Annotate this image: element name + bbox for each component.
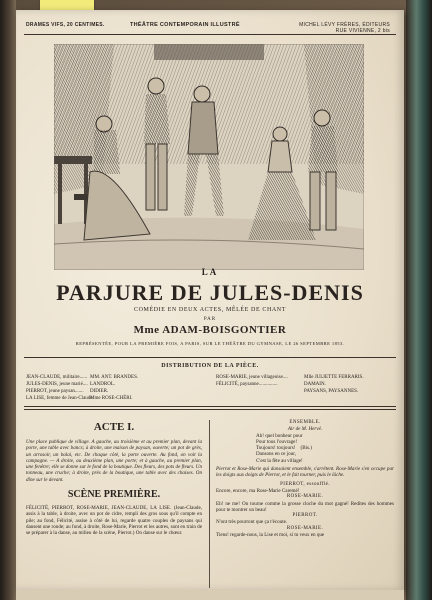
speaker-name: PIERROT, essoufflé. — [280, 481, 330, 487]
book-page — [16, 10, 404, 590]
play-subtitle: COMÉDIE EN DEUX ACTES, MÊLÉE DE CHANT — [133, 307, 287, 313]
cast-row: PIERROT, jeune paysan....... DIDIER. — [26, 389, 109, 394]
masthead-series: THÉÂTRE CONTEMPORAIN ILLUSTRÉ — [130, 22, 240, 28]
stage-setting: Une place publique de village. A gauche, au troisième et au premier plan, devant la porte, une table avec bancs; à droite, une maison de paysan, ouverte; un pot de grès, un arrosoir, un balai, etc. De chaque côté, la porte ouverte. Au fond, on voit la campagne. — A droite, au deuxième plan, une porte; et à gauche, au premier plan, une fenêtre; elle se donne sur le fond de la boutique. Des fleurs, des pots de fleurs. Un tonneau, une cruche; à droite, près de la boutique, une table avec des chaises. On dîne sur le devant. — [26, 439, 202, 483]
page-bottom-edge — [16, 590, 404, 600]
distribution-heading: DISTRIBUTION DE LA PIÈCE. — [161, 363, 259, 369]
book-binding-right — [406, 0, 432, 600]
cast-list-right — [216, 374, 364, 395]
speaker-name: ROSE-MARIE. — [286, 494, 324, 500]
stage-direction: Pierrot et Rose-Marie qui dansaient ensemble, s'arrêtent. Rose-Marie s'en occupe par les doigts aux doigts de Pierrot, et le fait tourner, puis le lâche. — [216, 466, 394, 479]
by-label: PAR — [203, 317, 217, 322]
title-article: LA — [201, 267, 219, 277]
act-heading: ACTE I. — [93, 421, 135, 433]
verse-line: Ah! quel bonheur pour — [256, 432, 303, 439]
verse-line: C'est la fête au village! — [256, 457, 303, 464]
masthead — [26, 12, 394, 36]
section-rule-top — [24, 357, 396, 358]
cast-list-left — [26, 374, 138, 402]
page-title: PARJURE DE JULES-DENIS — [56, 280, 364, 305]
speaker-name: ROSE-MARIE. — [286, 525, 324, 531]
cast-row: JULES-DENIS, jeune marié.... LANDROL. — [26, 382, 116, 387]
publisher-name: MICHEL LÉVY FRÈRES, ÉDITEURS — [299, 22, 390, 28]
masthead-rule — [24, 34, 396, 35]
theatre-engraving — [54, 44, 364, 270]
author-name: Mme ADAM-BOISGONTIER — [133, 324, 287, 336]
cast-row: FÉLICITÉ, paysanne............... DAMAIN. — [216, 382, 326, 387]
scene-cast: FÉLICITÉ, PIERROT, ROSE-MARIE, JEAN-CLAUDE, LA LISE. (Jean-Claude, assis à la table, à droite, avec un pot de cidre, rempli des gros sous qu'il compte en pile; au fond, Félicité, assise à côté de lui, regarde quatre couples de paysans qui dansent une ronde; au fond, à droite, Rose-Marie, Pierrot et les autres, sont en train de se préparer à la danse, au milieu de la scène, Pierrot.) On danse sur le chœur. — [26, 505, 202, 537]
speech: N'ont très pourront que ça t'écoute. — [216, 519, 288, 526]
speech: Encore, encore, ma Rose-Marie Caremé! — [216, 487, 300, 494]
performance-note: REPRÉSENTÉE, POUR LA PREMIÈRE FOIS, A PARIS, SUR LE THÉÂTRE DU GYMNASE, LE 26 SEPTEMBRE 1853. — [75, 341, 345, 346]
song-label: ENSEMBLE. — [289, 420, 321, 425]
scene-heading: SCÈNE PREMIÈRE. — [67, 489, 161, 501]
left-column — [26, 420, 202, 537]
valance — [154, 44, 264, 60]
cast-row: LA LISE, femme de Jean-ClaudeMme ROSE-CHÉRI. — [26, 396, 133, 401]
verse-line: Toujours! toujours! (Bis.) — [256, 445, 312, 452]
publisher-address: RUE VIVIENNE, 2 bis — [335, 28, 390, 34]
speech: Tiens! regarde-nous, la Lise et moi, si tu veux en que — [216, 532, 325, 539]
cast-row: ROSE-MARIE, jeune villageoise.... Mlle JULIETTE FERRARIS. — [216, 375, 364, 380]
verse-line: Pour tous l'ouvrage! — [256, 438, 298, 445]
verse-line: Dansons en ce jour, — [256, 451, 296, 458]
column-divider — [209, 420, 210, 588]
book-binding-left — [0, 0, 16, 600]
section-rule-mid-2 — [24, 409, 396, 410]
cast-row: PAYSANS, PAYSANNES. — [304, 389, 359, 394]
masthead-publisher — [299, 22, 390, 34]
song-air: Air de M. Hervé. — [287, 426, 323, 433]
cast-row: JEAN-CLAUDE, militaire...... MM. ANT. BRANDES. — [26, 375, 139, 380]
right-column — [216, 420, 394, 538]
masthead-price: DRAMES VIFS, 20 CENTIMES. — [26, 22, 105, 28]
speaker-name: PIERROT. — [292, 513, 318, 519]
speech: Eh! ne me! On tourne comme la grosse cloche du mot gagné! Redites des hommes pour te montrer un beau! — [216, 500, 394, 513]
table — [54, 156, 92, 164]
section-rule-mid — [24, 406, 396, 407]
